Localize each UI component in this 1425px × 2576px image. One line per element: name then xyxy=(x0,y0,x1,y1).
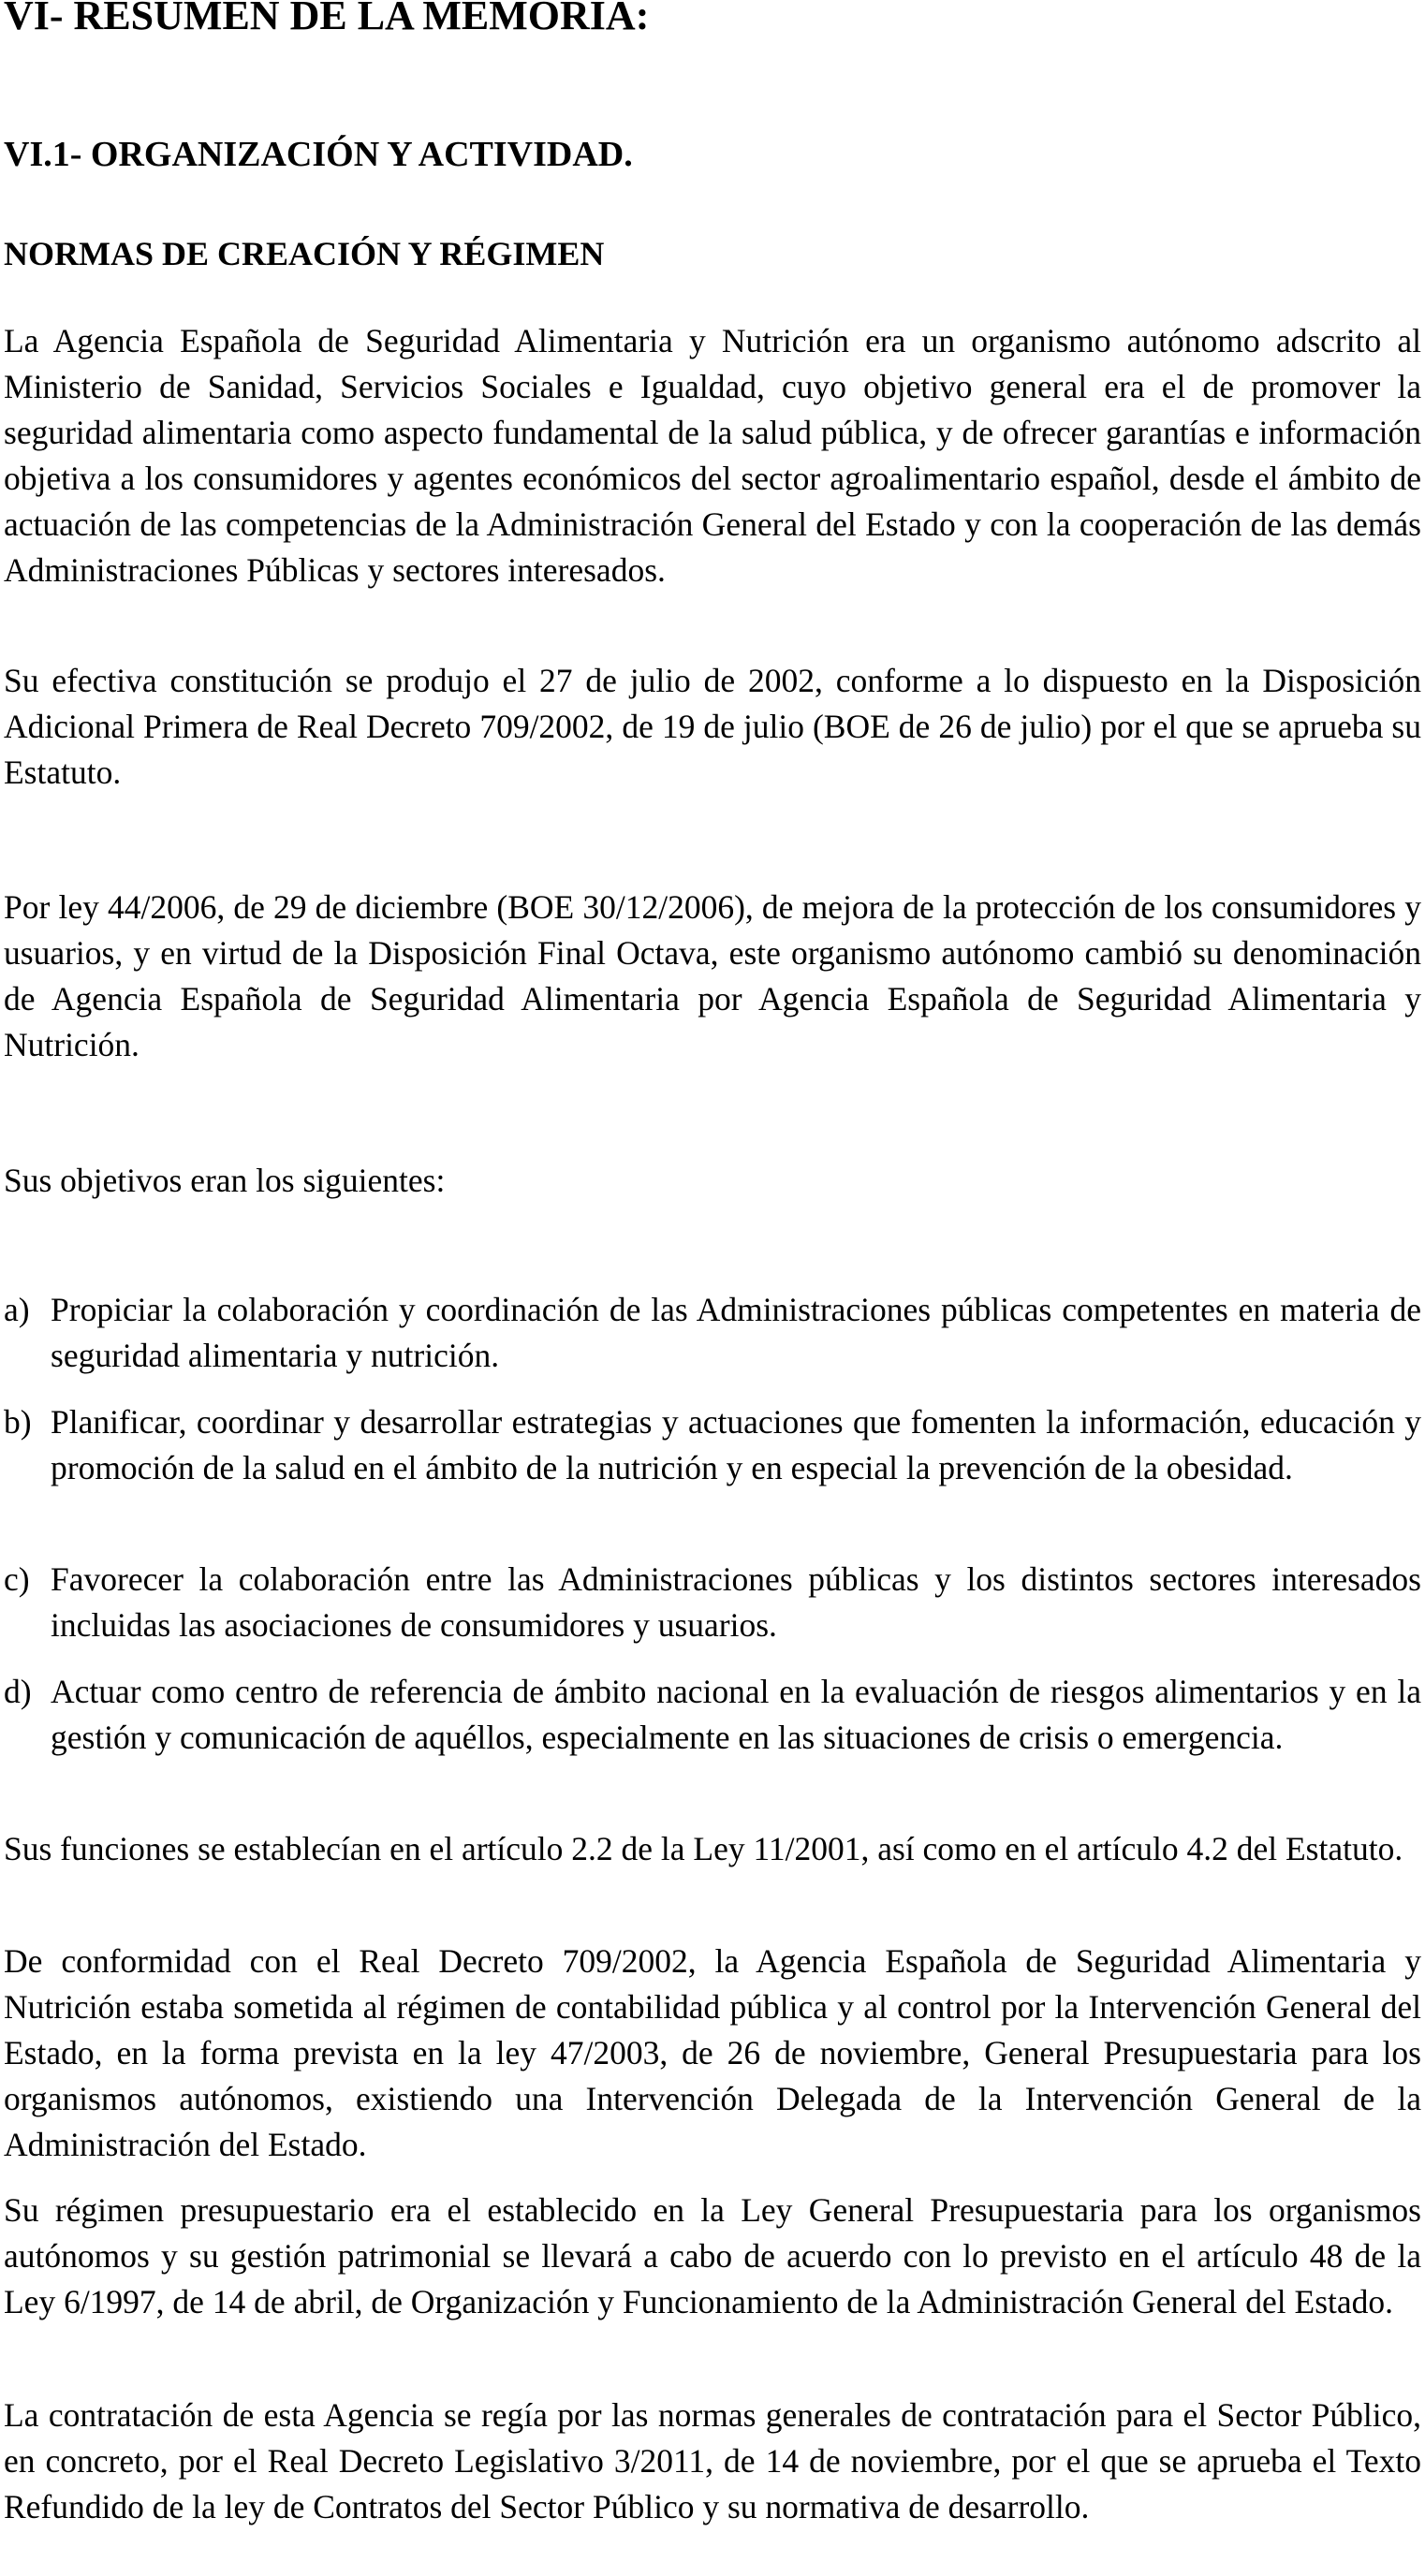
list-marker: a) xyxy=(4,1291,30,1328)
paragraph-budget-regime: Su régimen presupuestario era el establecido en la Ley General Presupuestaria para los organismos autónomos y su gestión patrimonial se llevará a cabo de acuerdo con lo previsto en el artículo 48 de la Ley 6/1997, de 14 de abril, de Organización y Funcionamiento de la Administración General del Estado. xyxy=(4,2191,1421,2320)
paragraph-procurement: La contratación de esta Agencia se regía por las normas generales de contratación para el Sector Público, en concreto, por el Real Decreto Legislativo 3/2011, de 14 de noviembre, por el que se aprueba el Texto Refundido de la ley de Contratos del Sector Público y su normativa de desarrollo. xyxy=(4,2396,1421,2525)
objective-item-c xyxy=(4,1557,1421,1648)
paragraph-accounting-control: De conformidad con el Real Decreto 709/2002, la Agencia Española de Seguridad Alimentaria y Nutrición estaba sometida al régimen de contabilidad pública y al control por la Intervención General del Estado, en la forma prevista en la ley 47/2003, de 26 de noviembre, General Presupuestaria para los organismos autónomos, existiendo una Intervención Delegada de la Intervención General de la Administración del Estado. xyxy=(4,1942,1421,2163)
list-marker: d) xyxy=(4,1673,32,1710)
paragraph-functions: Sus funciones se establecían en el artículo 2.2 de la Ley 11/2001, así como en el artículo 4.2 del Estatuto. xyxy=(4,1830,1403,1867)
list-item-text: Planificar, coordinar y desarrollar estrategias y actuaciones que fomenten la información, educación y promoción de la salud en el ámbito de la nutrición y en especial la prevención de la obesidad. xyxy=(51,1403,1421,1486)
section-heading: VI- RESUMEN DE LA MEMORIA: xyxy=(4,0,650,38)
list-item-text: Favorecer la colaboración entre las Administraciones públicas y los distintos sectores interesados incluidas las asociaciones de consumidores y usuarios. xyxy=(51,1560,1421,1644)
list-marker: b) xyxy=(4,1403,32,1441)
norms-heading: NORMAS DE CREACIÓN Y RÉGIMEN xyxy=(4,235,605,272)
list-item-text: Actuar como centro de referencia de ámbito nacional en la evaluación de riesgos alimentarios y en la gestión y comunicación de aquéllos, especialmente en las situaciones de crisis o emergencia. xyxy=(51,1673,1421,1756)
paragraph-agency-description: La Agencia Española de Seguridad Alimentaria y Nutrición era un organismo autónomo adscrito al Ministerio de Sanidad, Servicios Sociales e Igualdad, cuyo objetivo general era el de promover la seguridad alimentaria como aspecto fundamental de la salud pública, y de ofrecer garantías e información objetiva a los consumidores y agentes económicos del sector agroalimentario español, desde el ámbito de actuación de las competencias de la Administración General del Estado y con la cooperación de las demás Administraciones Públicas y sectores interesados. xyxy=(4,322,1421,589)
objective-item-a xyxy=(4,1287,1421,1379)
subsection-heading: VI.1- ORGANIZACIÓN Y ACTIVIDAD. xyxy=(4,135,633,174)
objective-item-d xyxy=(4,1669,1421,1761)
list-marker: c) xyxy=(4,1560,30,1598)
objective-item-b xyxy=(4,1399,1421,1491)
paragraph-objectives-intro: Sus objetivos eran los siguientes: xyxy=(4,1162,446,1199)
list-item-text: Propiciar la colaboración y coordinación de las Administraciones públicas competentes en materia de seguridad alimentaria y nutrición. xyxy=(51,1291,1421,1374)
paragraph-law-44-2006: Por ley 44/2006, de 29 de diciembre (BOE 30/12/2006), de mejora de la protección de los consumidores y usuarios, y en virtud de la Disposición Final Octava, este organismo autónomo cambió su denominación de Agencia Española de Seguridad Alimentaria por Agencia Española de Seguridad Alimentaria y Nutrición. xyxy=(4,888,1421,1063)
paragraph-constitution: Su efectiva constitución se produjo el 27 de julio de 2002, conforme a lo dispuesto en la Disposición Adicional Primera de Real Decreto 709/2002, de 19 de julio (BOE de 26 de julio) por el que se aprueba su Estatuto. xyxy=(4,662,1421,791)
